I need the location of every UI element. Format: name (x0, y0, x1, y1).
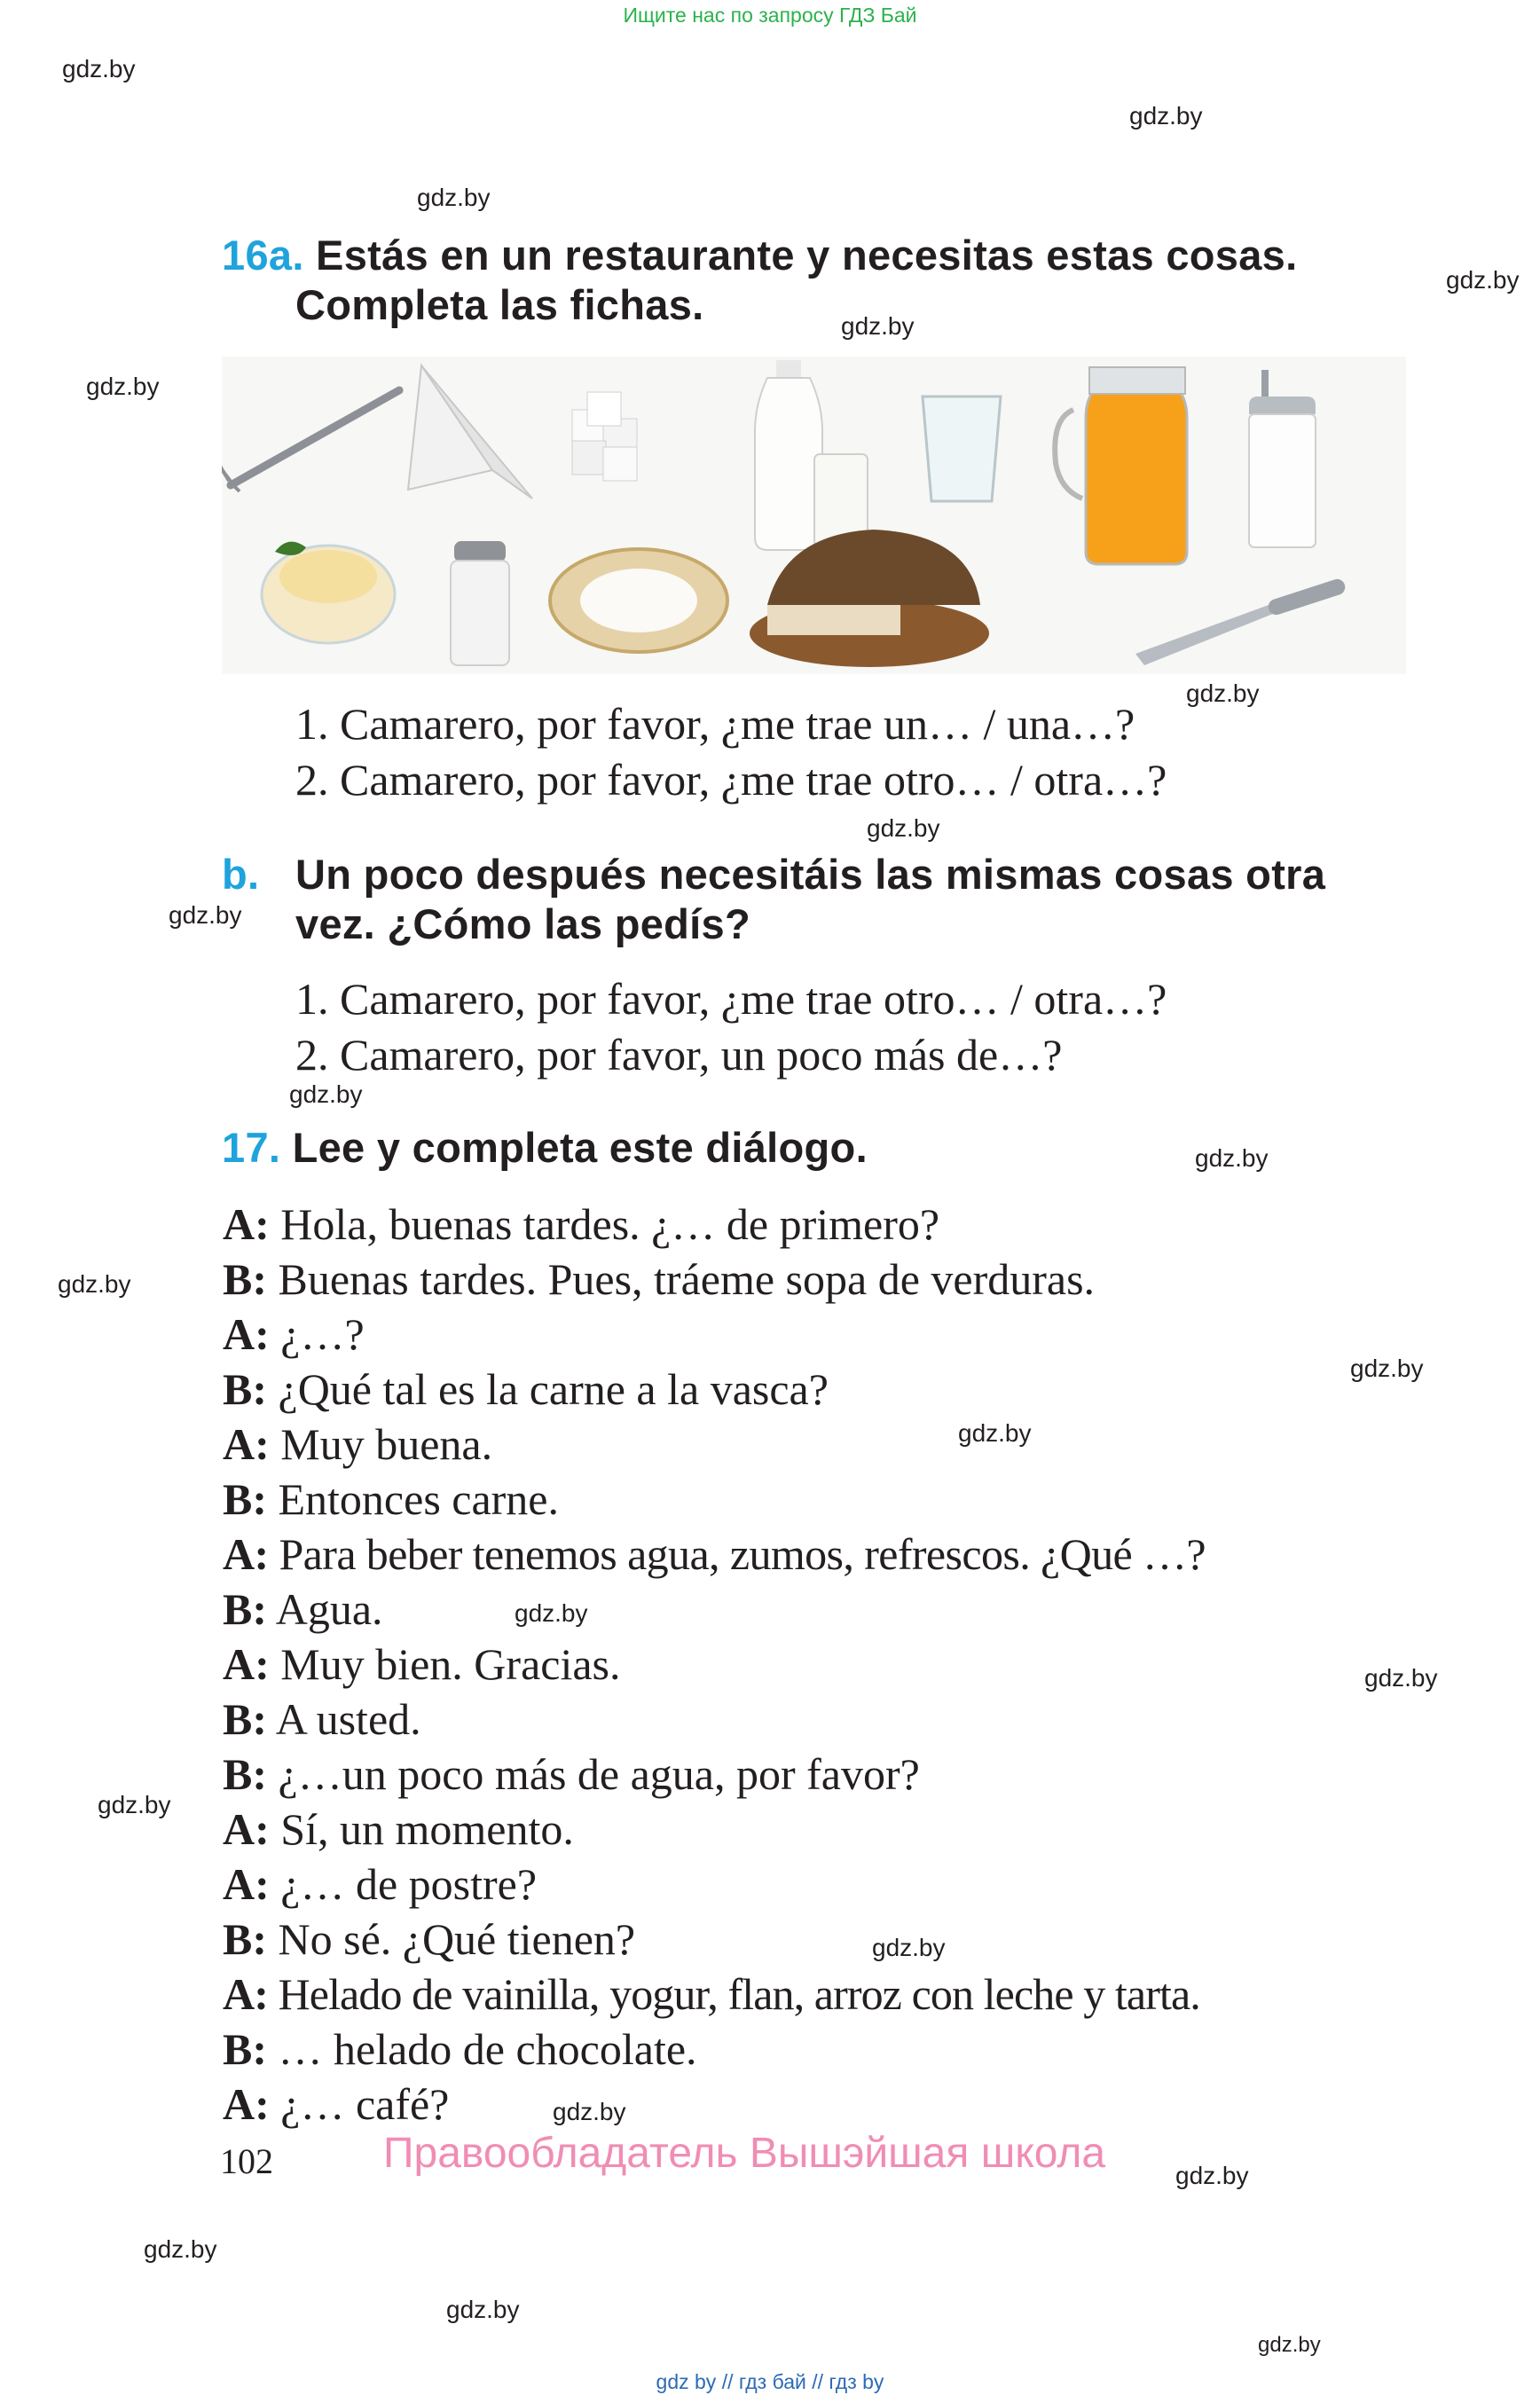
dialogue-text: A usted. (267, 1694, 421, 1744)
dialogue-line (223, 1857, 537, 1912)
top-banner: Ищите нас по запросу ГДЗ Бай (623, 4, 917, 27)
watermark: gdz.by (1364, 1664, 1438, 1692)
watermark: gdz.by (62, 55, 136, 82)
watermark: gdz.by (1186, 679, 1260, 707)
dialogue-line (223, 1582, 383, 1637)
fork-icon (222, 390, 399, 491)
speaker-label: A: (223, 1419, 270, 1469)
knife-icon (1135, 577, 1348, 665)
dialogue-text: Sí, un momento. (269, 1804, 574, 1854)
exercise-item: 2. Camarero, por favor, ¿me trae otro… / otra…? (295, 755, 1167, 805)
speaker-label: B: (223, 2024, 267, 2074)
dialogue-text: ¿…un poco más de agua, por favor? (267, 1749, 920, 1799)
dialogue-text: Muy buena. (269, 1419, 493, 1469)
dialogue-text: … helado de chocolate. (267, 2024, 697, 2074)
dialogue-line (223, 2022, 697, 2077)
salt-shaker-icon (451, 541, 509, 665)
watermark: gdz.by (1350, 1355, 1424, 1382)
dialogue-line (223, 1967, 1200, 2022)
exercise-16b-heading (222, 850, 259, 899)
watermark: gdz.by (98, 1791, 171, 1818)
watermark: gdz.by (958, 1419, 1032, 1447)
dialogue-line (223, 1802, 574, 1857)
speaker-label: A: (223, 1859, 270, 1909)
speaker-label: B: (223, 1914, 267, 1964)
speaker-label: B: (223, 1694, 267, 1744)
dialogue-text: Entonces carne. (267, 1474, 560, 1524)
dialogue-text: ¿Qué tal es la carne a la vasca? (267, 1364, 829, 1414)
exercise-instruction-continued: vez. ¿Cómo las pedís? (295, 900, 750, 947)
rights-holder-notice: Правообладатель Вышэйшая школа (383, 2130, 1106, 2177)
water-glass-icon (923, 397, 1001, 501)
speaker-label: B: (223, 1749, 267, 1799)
speaker-label: A: (223, 1199, 270, 1249)
dialogue-line (223, 1252, 1095, 1307)
exercise-item: 1. Camarero, por favor, ¿me trae otro… / otra…? (295, 974, 1167, 1024)
watermark: gdz.by (86, 373, 160, 400)
dialogue-line (223, 1747, 920, 1802)
dialogue-text: ¿…? (269, 1309, 365, 1359)
dialogue-line (223, 1527, 1206, 1582)
watermark: gdz.by (417, 184, 491, 211)
dialogue-line (223, 1692, 421, 1747)
juice-jug-icon (1055, 367, 1187, 564)
watermark: gdz.by (1129, 102, 1203, 130)
dialogue-line (223, 1472, 559, 1527)
exercise-item: 1. Camarero, por favor, ¿me trae un… / una…? (295, 699, 1135, 749)
sugar-dispenser-icon (1249, 370, 1316, 547)
exercise-item: 2. Camarero, por favor, un poco más de…? (295, 1030, 1063, 1080)
sugar-cubes-icon (572, 392, 637, 481)
exercise-number: b. (222, 851, 260, 898)
watermark: gdz.by (1175, 2162, 1249, 2189)
exercise-instruction: Un poco después necesitáis las mismas cosas otra (295, 851, 1326, 898)
dialogue-text: ¿… café? (269, 2079, 450, 2129)
watermark: gdz.by (169, 901, 242, 929)
exercise-number: 17. (222, 1124, 281, 1171)
milk-bottle-icon (755, 360, 868, 550)
exercise-number: 16a. (222, 232, 304, 279)
watermark: gdz.by (872, 1934, 946, 1961)
watermark: gdz.by (867, 814, 940, 842)
dialogue-text: ¿… de postre? (269, 1859, 538, 1909)
watermark: gdz.by (144, 2235, 217, 2263)
watermark: gdz.by (446, 2296, 520, 2323)
watermark: gdz.by (515, 1599, 588, 1627)
page-number: 102 (220, 2141, 273, 2181)
speaker-label: A: (223, 1804, 270, 1854)
watermark: gdz.by (553, 2098, 626, 2125)
dialogue-text: Agua. (267, 1584, 383, 1634)
mayonnaise-bowl-icon (262, 542, 395, 643)
speaker-label: A: (223, 1309, 270, 1359)
speaker-label: A: (223, 1529, 269, 1579)
exercise-instruction: Estás en un restaurante y necesitas estas cosas. (316, 232, 1298, 279)
dialogue-text: Helado de vainilla, yogur, flan, arroz con leche y tarta. (267, 1969, 1200, 2019)
dialogue-text: Buenas tardes. Pues, tráeme sopa de verduras. (267, 1254, 1096, 1304)
napkin-icon (408, 365, 532, 499)
watermark: gdz.by (289, 1080, 363, 1108)
watermark: gdz.by (1258, 2333, 1321, 2357)
watermark: gdz.by (1195, 1144, 1269, 1172)
speaker-label: A: (223, 1969, 268, 2019)
dialogue-line (223, 1362, 829, 1417)
speaker-label: B: (223, 1474, 267, 1524)
bottom-banner[interactable]: gdz by // гдз бай // гдз by (656, 2370, 884, 2393)
speaker-label: B: (223, 1584, 267, 1634)
speaker-label: A: (223, 1639, 270, 1689)
dialogue-line (223, 1417, 492, 1472)
dialogue-text: Para beber tenemos agua, zumos, refrescos. ¿Qué …? (268, 1529, 1206, 1579)
dialogue-line (223, 1912, 635, 1967)
watermark: gdz.by (58, 1270, 131, 1298)
dialogue-line (223, 1197, 939, 1252)
dialogue-text: Muy bien. Gracias. (269, 1639, 621, 1689)
speaker-label: B: (223, 1254, 267, 1304)
dialogue-text: Hola, buenas tardes. ¿… de primero? (269, 1199, 940, 1249)
plate-icon (550, 549, 727, 652)
dialogue-line (223, 1307, 365, 1362)
dialogue-line (223, 2077, 449, 2132)
exercise-17-heading (222, 1123, 868, 1173)
tableware-pictures (222, 357, 1406, 674)
exercise-16a-heading (222, 231, 1297, 280)
speaker-label: A: (223, 2079, 270, 2129)
watermark: gdz.by (1446, 266, 1520, 294)
exercise-instruction-continued: Completa las fichas. (295, 281, 704, 328)
exercise-instruction: Lee y completa este diálogo. (292, 1124, 868, 1171)
watermark: gdz.by (841, 312, 915, 340)
dialogue-line (223, 1637, 621, 1692)
dialogue-text: No sé. ¿Qué tienen? (267, 1914, 636, 1964)
speaker-label: B: (223, 1364, 267, 1414)
